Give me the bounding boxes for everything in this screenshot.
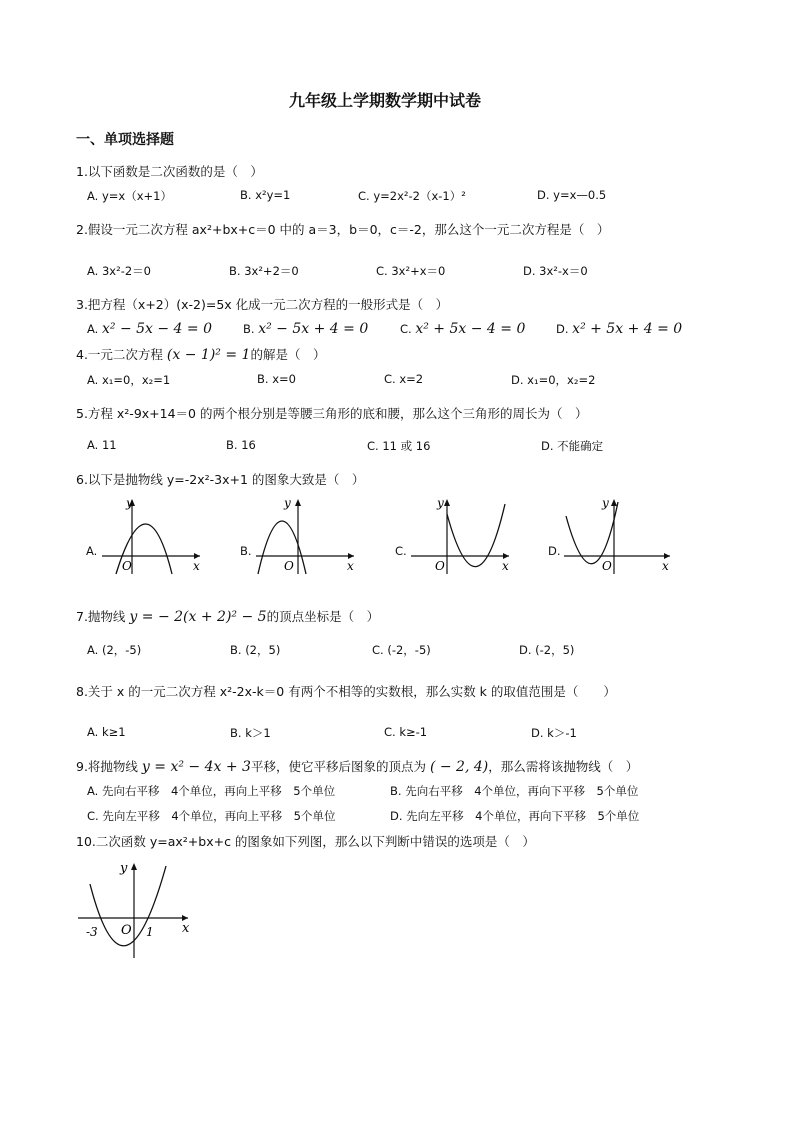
origin-label: O — [602, 559, 612, 573]
option-math: x² + 5x − 4 = 0 — [415, 321, 526, 337]
option-d[interactable]: D. — [548, 544, 561, 558]
y-axis-label: y — [284, 496, 291, 510]
y-axis-label: y — [437, 496, 444, 510]
option-a[interactable]: A. x₁=0，x₂=1 — [87, 373, 171, 387]
x-axis-label: x — [662, 559, 669, 573]
x-axis-label: x — [502, 559, 509, 573]
origin-label: O — [435, 559, 445, 573]
option-a[interactable]: A. 11 — [87, 438, 117, 452]
option-math: x² − 5x + 4 = 0 — [258, 321, 369, 337]
stem-math: y = x² − 4x + 3 — [141, 759, 251, 775]
question-stem: 1.以下函数是二次函数的是（ ） — [76, 164, 263, 179]
y-axis-label: y — [602, 496, 609, 510]
option-d-graph[interactable] — [560, 496, 674, 576]
section-heading: 一、单项选择题 — [76, 132, 174, 148]
option-b[interactable]: B. 3x²+2＝0 — [229, 264, 299, 278]
option-a[interactable]: A. 先向右平移 4个单位，再向上平移 5个单位 — [87, 784, 336, 798]
option-c[interactable] — [400, 321, 525, 337]
option-d[interactable]: D. k＞-1 — [531, 726, 577, 740]
question-stem: 3.把方程（x+2）(x-2)=5x 化成一元二次方程的一般形式是（ ） — [76, 297, 449, 312]
x-axis-label: x — [182, 921, 190, 936]
option-a[interactable]: A. k≥1 — [87, 725, 126, 739]
y-axis-label: y — [126, 496, 133, 510]
option-c[interactable]: C. 3x²+x＝0 — [376, 264, 446, 278]
question-stem: 6.以下是抛物线 y=-2x²-3x+1 的图象大致是（ ） — [76, 472, 365, 487]
origin-label: O — [122, 559, 132, 573]
option-c[interactable]: C. 11 或 16 — [367, 439, 431, 453]
origin-label: O — [121, 923, 132, 938]
option-b[interactable]: B. 16 — [226, 438, 256, 452]
option-b[interactable]: B. x²y=1 — [240, 188, 291, 202]
question-stem: 4.一元二次方程 (x − 1)² = 1的解是（ ） — [76, 347, 326, 363]
option-d[interactable]: D. x₁=0，x₂=2 — [511, 373, 596, 387]
root-left-label: -3 — [86, 925, 98, 939]
question-stem: 7.抛物线 y = − 2(x + 2)² − 5的顶点坐标是（ ） — [76, 609, 380, 625]
stem-math-point: ( − 2, 4) — [429, 759, 489, 775]
option-b-graph[interactable] — [252, 496, 358, 576]
root-right-label: 1 — [146, 925, 154, 939]
option-a[interactable]: A. y=x（x+1） — [87, 189, 172, 203]
x-axis-label: x — [347, 559, 354, 573]
option-letter: B. — [243, 322, 255, 336]
option-a[interactable]: A. (2，-5) — [87, 643, 142, 657]
question-stem: 5.方程 x²-9x+14＝0 的两个根分别是等腰三角形的底和腰，那么这个三角形的周长为（ ） — [76, 406, 588, 421]
page-title: 九年级上学期数学期中试卷 — [289, 91, 482, 110]
option-c[interactable]: C. k≥-1 — [384, 725, 428, 739]
option-a[interactable] — [87, 321, 212, 337]
option-a[interactable]: A. 3x²-2＝0 — [87, 264, 151, 278]
option-math: x² − 5x − 4 = 0 — [101, 321, 213, 337]
option-a[interactable]: A. — [86, 544, 98, 558]
option-b[interactable]: B. — [240, 544, 252, 558]
question-10-graph — [76, 858, 194, 968]
option-d[interactable]: D. y=x—0.5 — [537, 188, 607, 202]
origin-label: O — [284, 559, 294, 573]
option-c[interactable]: C. (-2，-5) — [372, 643, 431, 657]
option-b[interactable] — [243, 321, 368, 337]
option-c[interactable]: C. — [395, 544, 407, 558]
option-letter: D. — [556, 322, 569, 336]
stem-math: (x − 1)² = 1 — [166, 347, 251, 363]
option-letter: C. — [400, 322, 412, 336]
option-d[interactable] — [556, 321, 682, 337]
option-b[interactable]: B. k＞1 — [230, 726, 271, 740]
option-b[interactable]: B. x=0 — [257, 372, 296, 386]
x-axis-label: x — [193, 559, 200, 573]
option-d[interactable]: D. 先向左平移 4个单位，再向下平移 5个单位 — [390, 809, 640, 823]
option-c[interactable]: C. 先向左平移 4个单位，再向上平移 5个单位 — [87, 809, 336, 823]
option-c[interactable]: C. x=2 — [384, 372, 424, 386]
option-c-graph[interactable] — [407, 496, 513, 576]
option-letter: A. — [87, 322, 99, 336]
option-c[interactable]: C. y=2x²-2（x-1）² — [358, 189, 466, 203]
option-d[interactable]: D. (-2，5) — [519, 643, 575, 657]
option-b[interactable]: B. (2，5) — [230, 643, 281, 657]
question-stem: 8.关于 x 的一元二次方程 x²-2x-k＝0 有两个不相等的实数根，那么实数 k 的取值范围是（ ） — [76, 684, 616, 699]
option-b[interactable]: B. 先向右平移 4个单位，再向下平移 5个单位 — [390, 784, 639, 798]
question-stem: 10.二次函数 y=ax²+bx+c 的图象如下列图，那么以下判断中错误的选项是（ ） — [76, 834, 535, 849]
option-a-graph[interactable] — [98, 496, 204, 576]
stem-math: y = − 2(x + 2)² − 5 — [129, 609, 267, 625]
y-axis-label: y — [120, 861, 128, 876]
question-stem: 9.将抛物线 y = x² − 4x + 3平移，使它平移后图象的顶点为 ( − 2, 4)，那么需将该抛物线（ ） — [76, 759, 639, 775]
option-math: x² + 5x + 4 = 0 — [572, 321, 683, 337]
option-d[interactable]: D. 不能确定 — [541, 439, 604, 453]
option-d[interactable]: D. 3x²-x＝0 — [523, 264, 588, 278]
question-stem: 2.假设一元二次方程 ax²+bx+c＝0 中的 a＝3，b＝0，c＝-2，那么这个一元二次方程是（ ） — [76, 222, 610, 237]
